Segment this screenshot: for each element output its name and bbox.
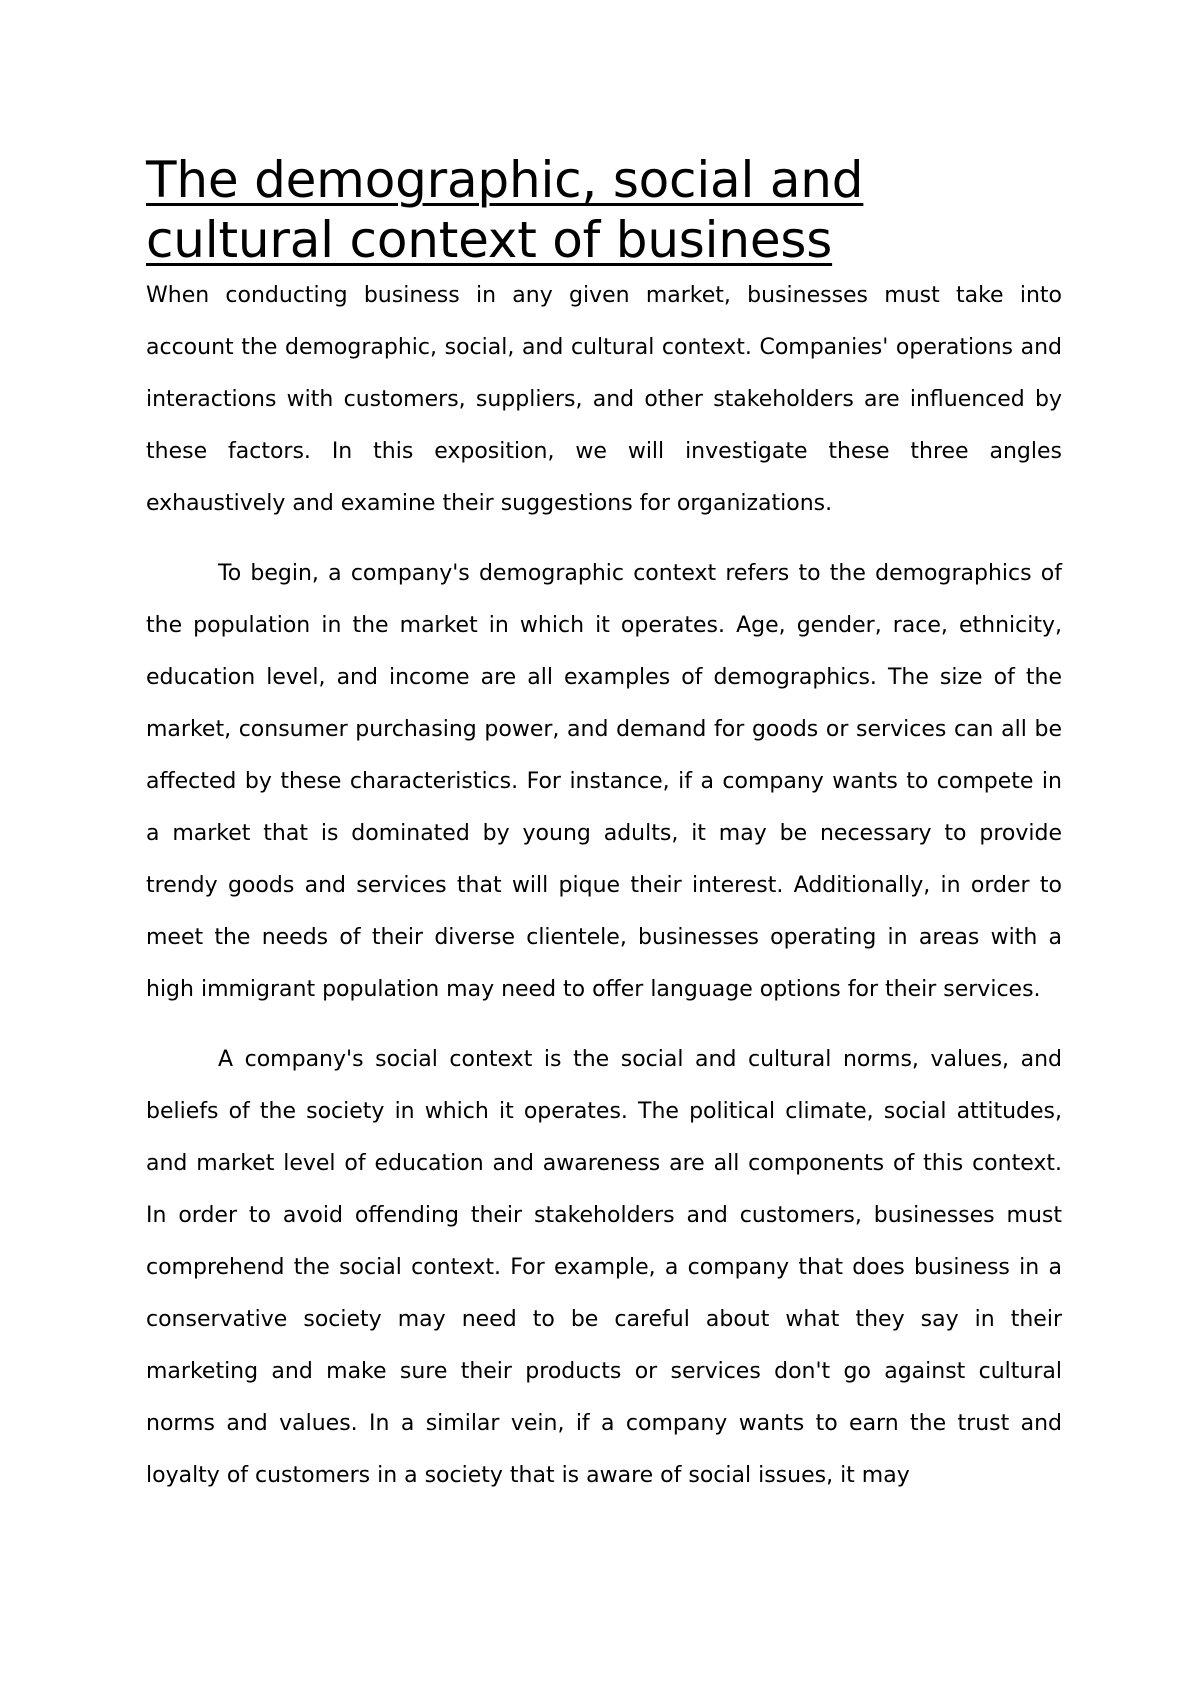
paragraph-demographic: To begin, a company's demographic context refers to the demographics of the population in the market in which it operates. Age, gender, race, ethnicity, education level, and income are all examples of demographics. The size of the market, consumer purchasing power, and demand for goods or services can all be affected by these characteristics. For instance, if a company wants to compete in a market that is dominated by young adults, it may be necessary to provide trendy goods and services that will pique their interest. Additionally, in order to meet the needs of their diverse clientele, businesses operating in areas with a high immigrant population may need to offer language options for their services. (146, 561, 1062, 1002)
document-title: The demographic, social and cultural context of business (146, 151, 864, 269)
paragraph-intro: When conducting business in any given market, businesses must take into account the demographic, social, and cultural context. Companies' operations and interactions with customers, suppliers, and other stakeholders are influenced by these factors. In this exposition, we will investigate these three angles exhaustively and examine their suggestions for organizations. (146, 283, 1062, 516)
document-page (146, 150, 1062, 1502)
paragraph-social: A company's social context is the social and cultural norms, values, and beliefs of the society in which it operates. The political climate, social attitudes, and market level of education and awareness are all components of this context. In order to avoid offending their stakeholders and customers, businesses must comprehend the social context. For example, a company that does business in a conservative society may need to be careful about what they say in their marketing and make sure their products or services don't go against cultural norms and values. In a similar vein, if a company wants to earn the trust and loyalty of customers in a society that is aware of social issues, it may (146, 1047, 1062, 1488)
